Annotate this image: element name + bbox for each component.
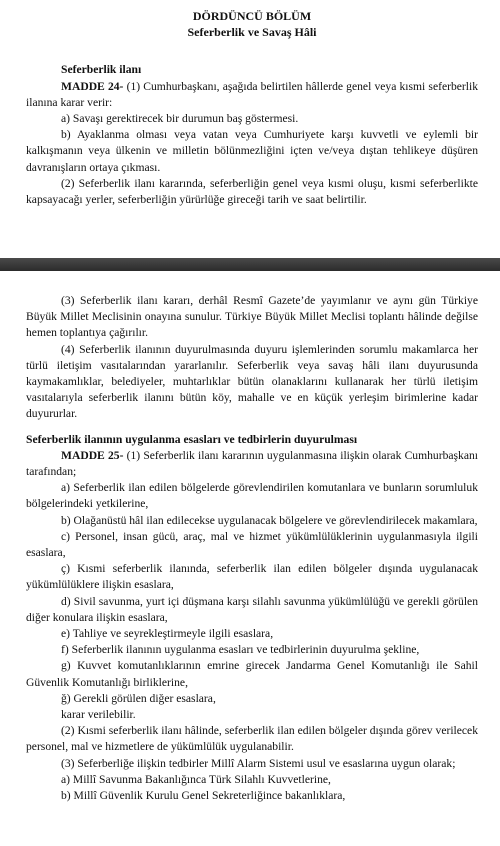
article-24-paragraph: (2) Seferberlik ilanı kararında, seferberliğin genel veya kısmi oluşu, kısmi seferberlikte kapsayacağı yerler, seferberliğin yürürlüğe gireceği tarih ve saat belirtilir. (26, 176, 478, 207)
article-25-item: a) Seferberlik ilan edilen bölgelerde görevlendirilen komutanlara ve bunların sorumluluk bölgelerindeki yetkilerine, (26, 481, 478, 511)
section-heading-article-25: Seferberlik ilanının uygulanma esasları ve tedbirlerin duyurulması (26, 432, 358, 446)
article-25-item: b) Olağanüstü hâl ilan edilecekse uygulanacak bölgelere ve görevlendirilecek makamlara, (61, 513, 478, 527)
article-25-item: b) Millî Güvenlik Kurulu Genel Sekreterliğince bakanlıklara, (61, 789, 346, 803)
article-25-paragraph: (3) Seferberliğe ilişkin tedbirler Millî Alarm Sistemi usul ve esaslarına uygun olarak; (61, 756, 456, 770)
article-24-paragraph: (3) Seferberlik ilanı kararı, derhâl Resmî Gazete’de yayımlanır ve aynı gün Türkiye Büyük Millet Meclisinin onayına sunulur. Türkiye Büyük Millet Meclisi toplantı hâlinde değilse hemen toplantıya çağırılır. (26, 294, 478, 340)
article-25-paragraph: (2) Kısmi seferberlik ilanı hâlinde, seferberlik ilan edilen bölgeler dışında görev verilecek personel, mal ve hizmetlere de yükümlülük uygulanabilir. (26, 724, 478, 754)
bottom-page (26, 293, 478, 804)
article-24-intro-text: (1) Cumhurbaşkanı, aşağıda belirtilen hâllerde genel veya kısmi seferberlik ilanına karar verir: (26, 79, 478, 109)
top-page (26, 8, 478, 208)
section-heading-article-24: Seferberlik ilanı (61, 63, 142, 77)
article-25-item: c) Personel, insan gücü, araç, mal ve hizmet yükümlülüklerinin uygulanmasıyla ilgili esaslara, (26, 529, 478, 560)
article-25-closing: karar verilebilir. (61, 708, 136, 722)
article-25-intro-text: (1) Seferberlik ilanı kararının uygulanmasına ilişkin olarak Cumhurbaşkanı tarafından; (26, 448, 478, 479)
article-25-item: ğ) Gerekli görülen diğer esaslara, (61, 691, 216, 705)
article-24-paragraph: (4) Seferberlik ilanının duyurulmasında duyuru işlemlerinden sorumlu makamlarca her türlü iletişim vasıtalarından yararlanılır. Seferberlik veya savaş hâli ilanı duyurusunda kaymakamlıklar, belediyeler, muhtarlıklar bütün olanaklarını kullanarak her türlü iletişim vasıtalarıyla seferberlik ilanını bütün köy, mahalle ve en küçük yerleşim birimlerine kadar duyururlar. (26, 342, 478, 421)
article-24-label: MADDE 24- (61, 79, 124, 93)
chapter-title: DÖRDÜNCÜ BÖLÜM (192, 9, 312, 23)
article-25-item: g) Kuvvet komutanlıklarının emrine girecek Jandarma Genel Komutanlığı ile Sahil Güvenlik Komutanlığı birliklerine, (26, 659, 478, 689)
article-24-item: a) Savaşı gerektirecek bir durumun baş göstermesi. (61, 112, 299, 126)
article-24-intro (26, 79, 478, 111)
page-divider (0, 258, 500, 271)
article-25-label: MADDE 25- (61, 448, 124, 462)
chapter-subtitle: Seferberlik ve Savaş Hâli (187, 25, 317, 40)
article-25-item: f) Seferberlik ilanının uygulanma esasları ve tedbirlerinin duyurulma şekline, (61, 643, 420, 657)
article-25-item: a) Millî Savunma Bakanlığınca Türk Silahlı Kuvvetlerine, (61, 772, 331, 786)
article-25-item: ç) Kısmi seferberlik ilanında, seferberlik ilan edilen bölgeler dışında uygulanacak yükümlülüklere ilişkin esaslara, (26, 562, 478, 592)
article-25-item: e) Tahliye ve seyrekleştirmeyle ilgili esaslara, (61, 627, 274, 641)
article-25-intro (26, 448, 478, 480)
article-25-item: d) Sivil savunma, yurt içi düşmana karşı silahlı savunma yükümlülüğü ve gerekli görülen diğer konulara ilişkin esaslara, (26, 594, 478, 624)
article-24-item: b) Ayaklanma olması veya vatan veya Cumhuriyete karşı kuvvetli ve eylemli bir kalkışmanın veya ülkenin ve milletin bölünmezliğini içten ve/veya dıştan tehlikeye düşüren davranışların ortaya çıkması. (26, 128, 478, 174)
